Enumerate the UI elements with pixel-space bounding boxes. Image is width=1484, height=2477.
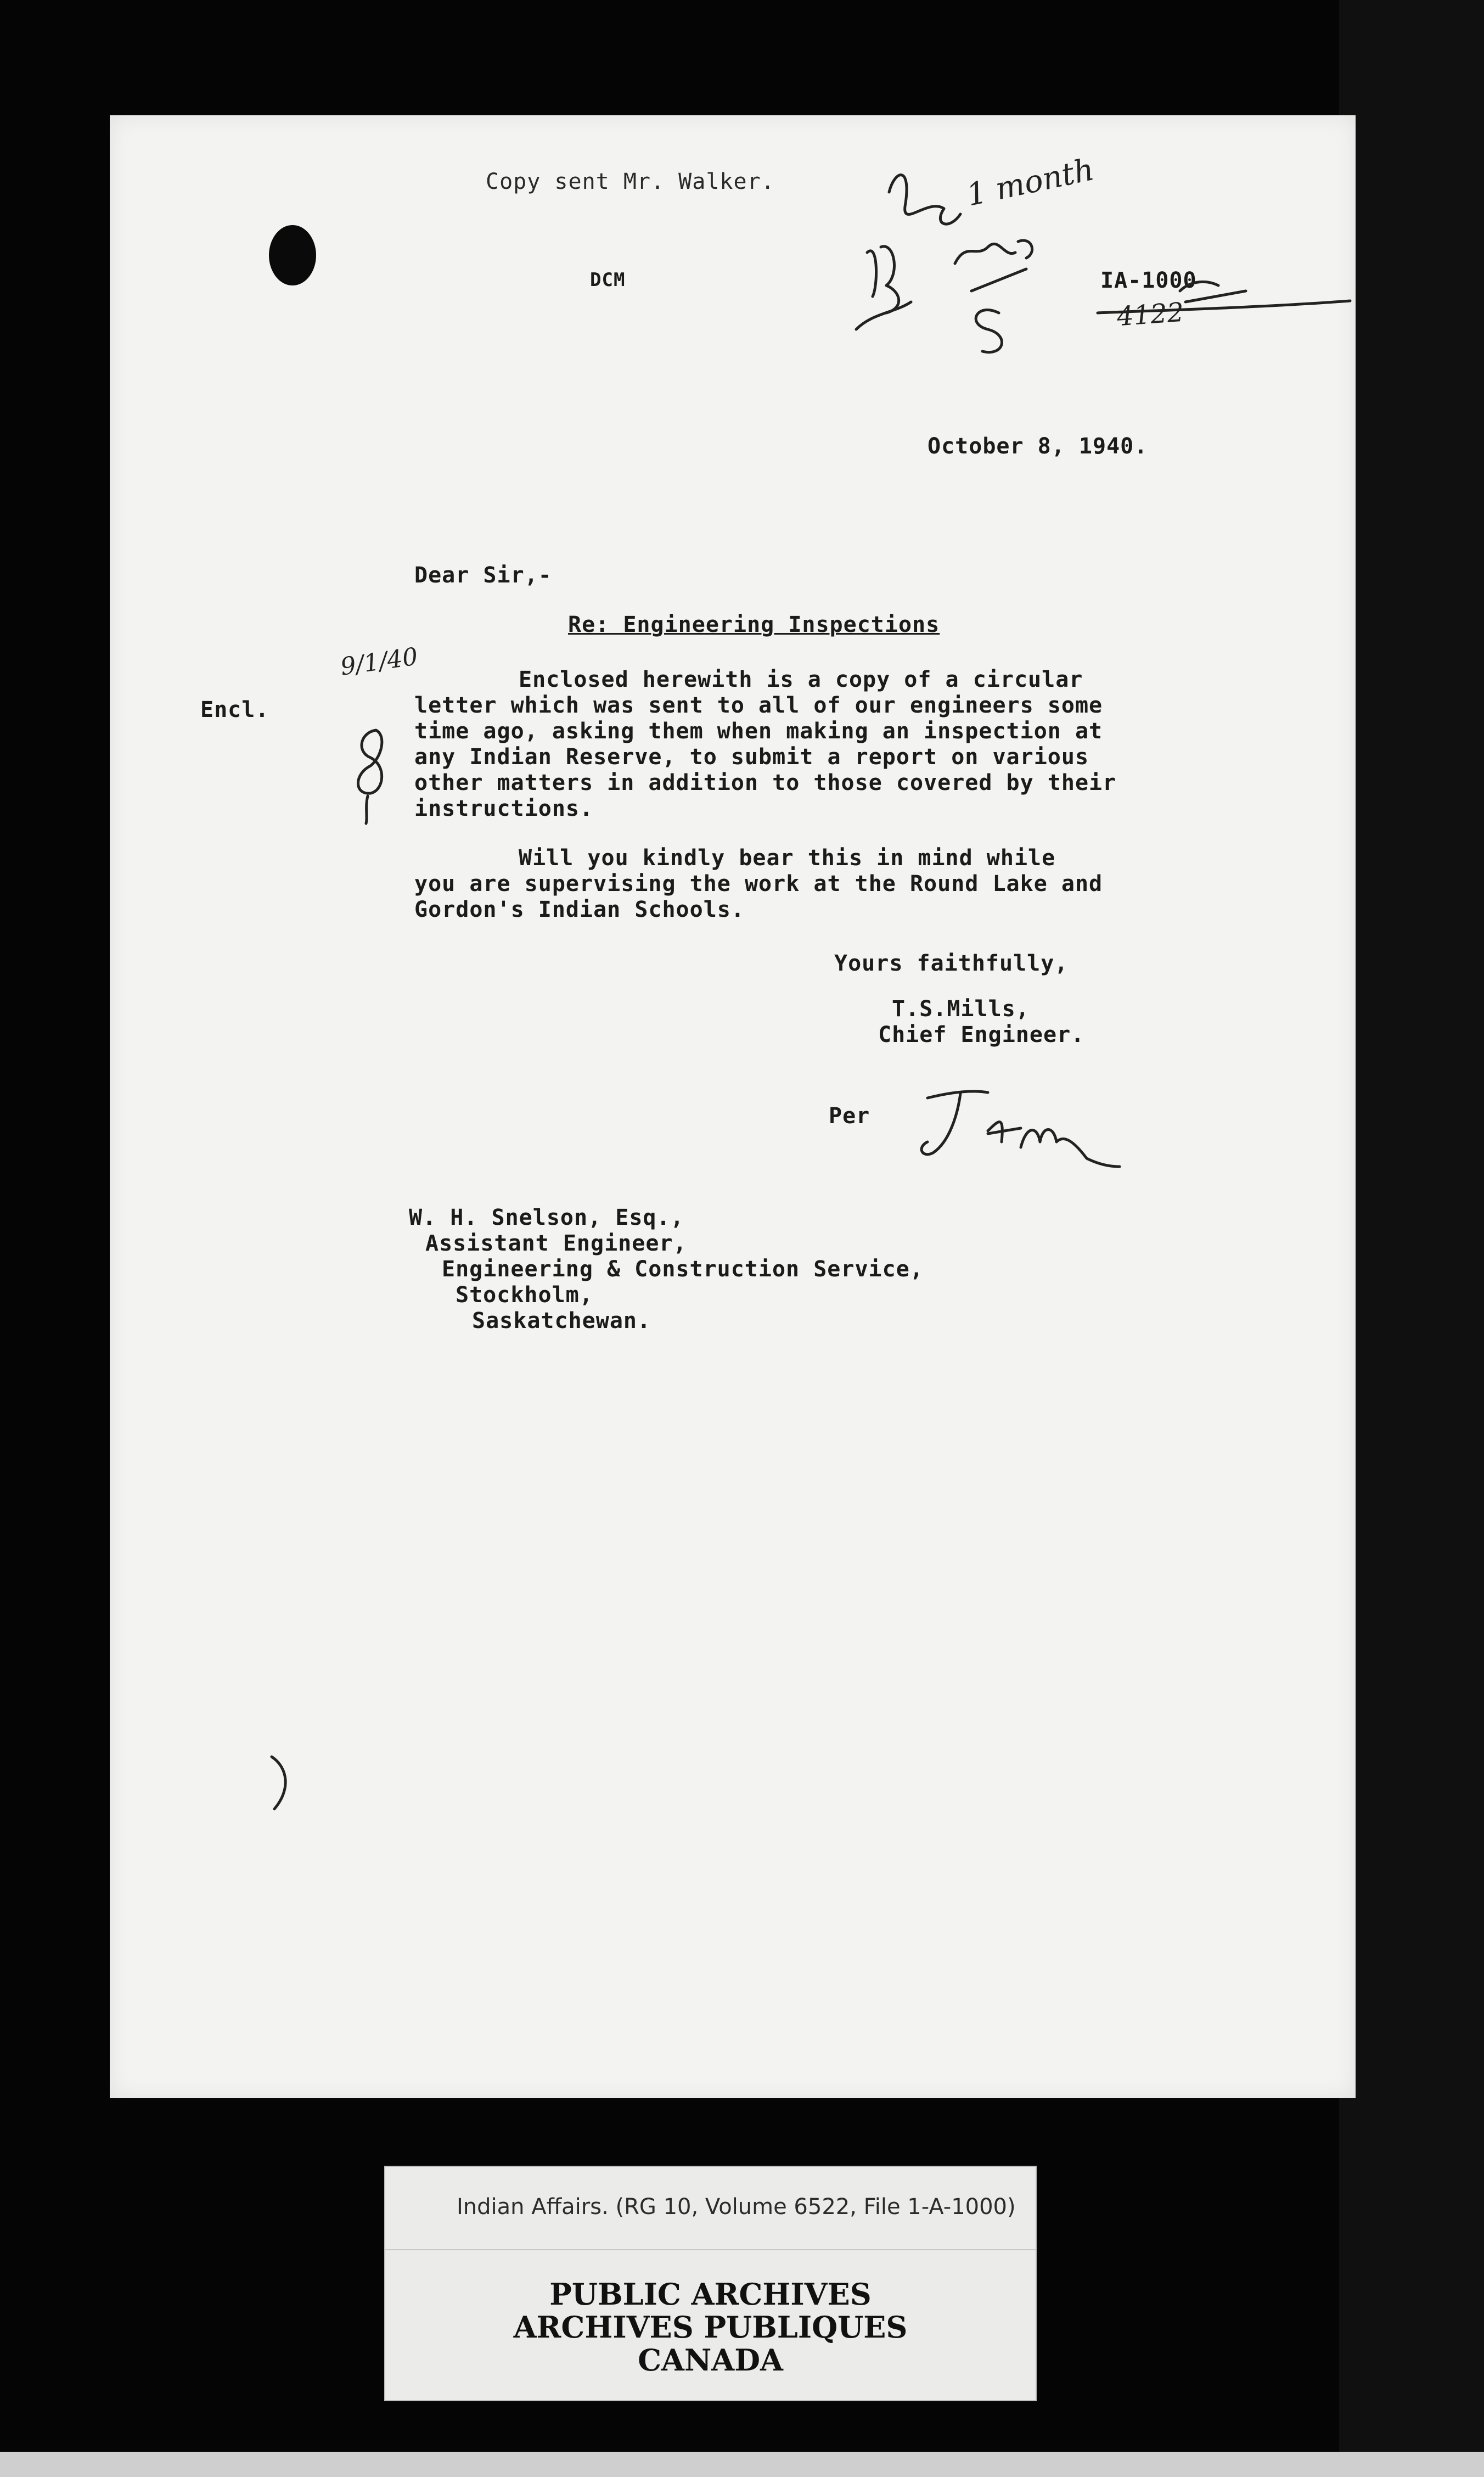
enclosure-note: Encl. — [200, 697, 269, 722]
addressee-line: W. H. Snelson, Esq., — [409, 1205, 684, 1230]
addressee-line: Engineering & Construction Service, — [442, 1257, 924, 1282]
film-frame-edge — [1339, 0, 1484, 2477]
handwritten-eight-mark — [338, 725, 403, 831]
paragraph-line: letter which was sent to all of our engineers some — [414, 693, 1103, 718]
subject-line: Re: Engineering Inspections — [568, 612, 940, 637]
addressee-line: Assistant Engineer, — [425, 1231, 687, 1256]
signer-name: T.S.Mills, — [892, 996, 1030, 1022]
closing: Yours faithfully, — [834, 951, 1069, 976]
handwritten-file-note: 4122 — [1116, 296, 1185, 333]
signer-title: Chief Engineer. — [878, 1022, 1085, 1047]
archive-label-card — [384, 2166, 1037, 2401]
archive-line-english: PUBLIC ARCHIVES — [549, 2277, 872, 2312]
per-label: Per — [829, 1103, 870, 1129]
handwritten-initials-scribble — [768, 148, 1043, 370]
margin-bracket-mark — [266, 1751, 299, 1819]
film-bottom-strip — [0, 2452, 1484, 2477]
addressee-line: Stockholm, — [456, 1282, 593, 1308]
typist-initials: DCM — [590, 269, 626, 291]
letter-page — [110, 115, 1356, 2098]
archive-reference: Indian Affairs. (RG 10, Volume 6522, File 1-A-1000) — [457, 2194, 1016, 2220]
archive-line-french: ARCHIVES PUBLIQUES — [513, 2310, 908, 2345]
paragraph-line: Will you kindly bear this in mind while — [519, 845, 1056, 871]
paragraph-line: any Indian Reserve, to submit a report on various — [414, 744, 1089, 770]
label-divider — [385, 2249, 1036, 2250]
file-number: IA-1000 — [1100, 268, 1197, 293]
paragraph-line: time ago, asking them when making an inspection at — [414, 719, 1103, 744]
paragraph-line: other matters in addition to those covered by their — [414, 770, 1117, 795]
paragraph-line: Enclosed herewith is a copy of a circular — [519, 667, 1083, 692]
paragraph-line: instructions. — [414, 796, 594, 821]
letter-date: October 8, 1940. — [928, 434, 1148, 459]
file-number-underline — [1098, 302, 1361, 337]
handwritten-date-note: 9/1/40 — [339, 642, 420, 681]
copy-sent-note: Copy sent Mr. Walker. — [486, 169, 775, 194]
punched-hole — [269, 225, 316, 285]
salutation: Dear Sir,- — [414, 563, 552, 588]
signature — [906, 1081, 1136, 1172]
archive-line-country: CANADA — [638, 2342, 783, 2378]
addressee-line: Saskatchewan. — [472, 1308, 651, 1333]
handwritten-month-note: 1 month — [963, 152, 1098, 214]
paragraph-line: you are supervising the work at the Round Lake and — [414, 871, 1103, 896]
paragraph-line: Gordon's Indian Schools. — [414, 897, 745, 922]
